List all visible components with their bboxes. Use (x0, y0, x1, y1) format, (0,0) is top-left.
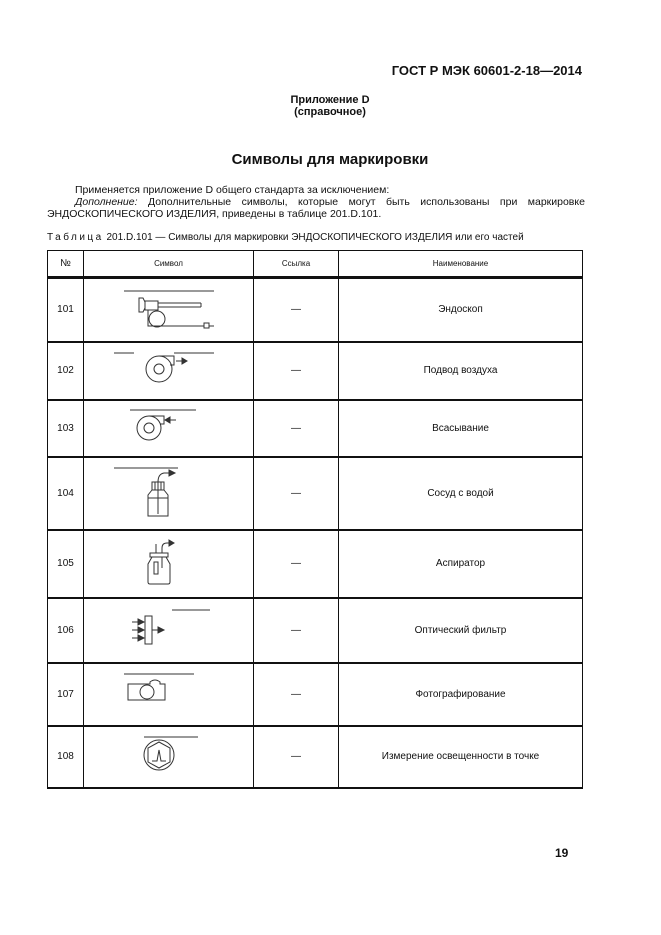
table-header-row (48, 251, 583, 278)
annex-title: Приложение D (290, 94, 370, 106)
water-bottle-icon (114, 464, 224, 522)
table-caption: Таблица 201.D.101 — Символы для маркировки ЭНДОСКОПИЧЕСКОГО ИЗДЕЛИЯ или его частей (47, 232, 524, 243)
table-row: 104 — Сосуд с водой (48, 457, 583, 530)
optical-filter-icon (114, 606, 224, 654)
section-title: Символы для маркировки (231, 151, 429, 168)
table-row: 106 — Оптический фильтр (48, 598, 583, 663)
body-line-1: Применяется приложение D общего стандарта за исключением: (75, 184, 390, 196)
page-number: 19 (555, 846, 569, 860)
annex-subtitle: (справочное) (294, 106, 366, 118)
body-line-2: Дополнение: Дополнительные символы, которые могут быть использованы при маркировке (75, 196, 585, 208)
header-name: Наименование (339, 251, 583, 278)
table-row: 102 — Подвод воздуха (48, 342, 583, 400)
body-line-3: ЭНДОСКОПИЧЕСКОГО ИЗДЕЛИЯ, приведены в таблице 201.D.101. (47, 208, 382, 220)
camera-icon (114, 670, 224, 718)
endoscope-icon (114, 288, 224, 332)
table-row: 105 — Аспиратор (48, 530, 583, 598)
header-reference: Ссылка (254, 251, 339, 278)
spot-metering-icon (114, 733, 224, 781)
symbols-table (47, 250, 583, 789)
table-row: 101 — Эндоскоп (48, 278, 583, 342)
suction-icon (114, 406, 224, 450)
air-supply-icon (114, 349, 224, 393)
header-number: № (48, 251, 84, 278)
aspirator-icon (114, 538, 224, 590)
standard-code: ГОСТ Р МЭК 60601-2-18—2014 (391, 63, 582, 78)
table-row: 103 — Всасывание (48, 400, 583, 457)
addition-label: Дополнение: (75, 196, 138, 208)
header-symbol: Символ (84, 251, 254, 278)
table-row: 107 — Фотографирование (48, 663, 583, 726)
table-row: 108 — Измерение освещенности в точке (48, 726, 583, 788)
